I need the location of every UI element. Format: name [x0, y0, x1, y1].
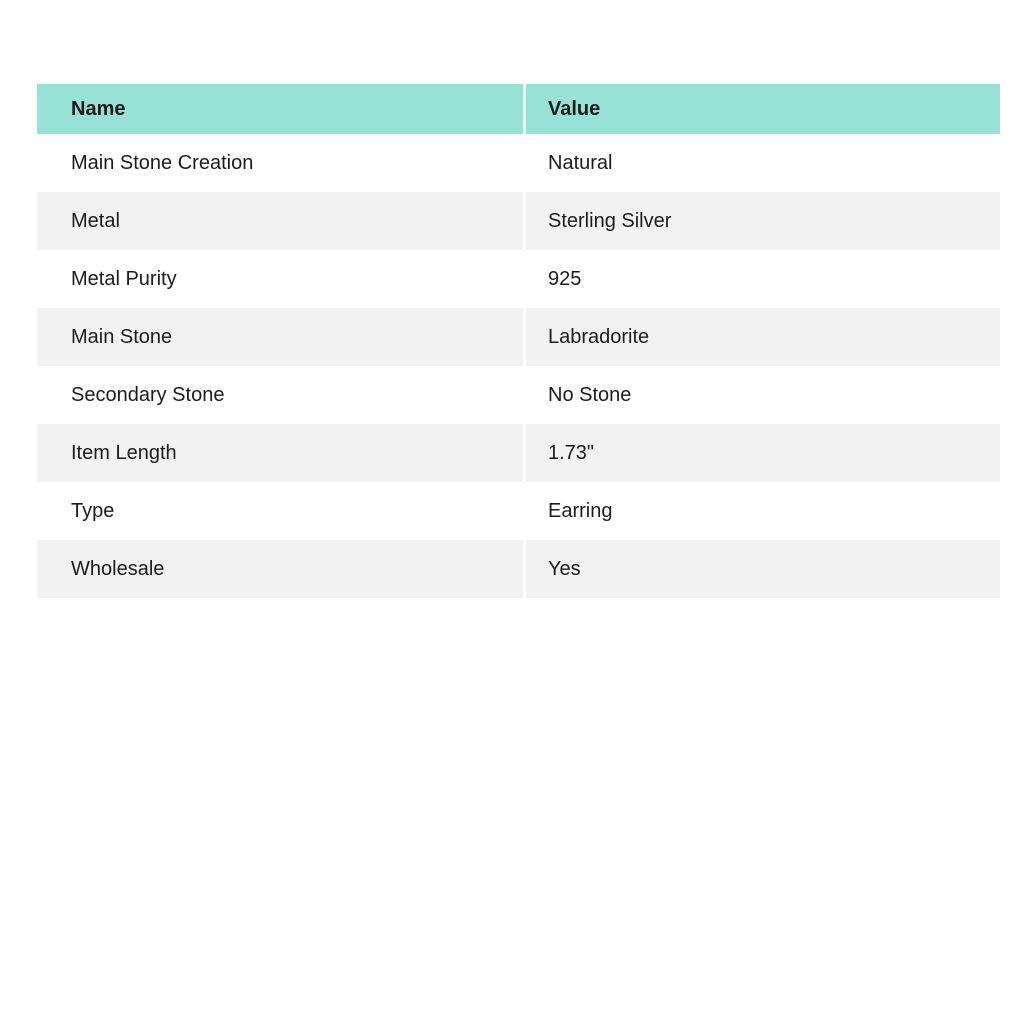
table-row: [37, 250, 1000, 308]
attribute-value: 1.73": [548, 441, 595, 464]
attribute-value-cell: [523, 192, 1000, 250]
attribute-value-cell: [523, 250, 1000, 308]
attribute-name: Main Stone Creation: [71, 151, 254, 174]
attribute-value: Earring: [548, 499, 613, 522]
attribute-name: Type: [71, 499, 115, 522]
attribute-name-cell: [37, 134, 523, 192]
attribute-name-cell: [37, 482, 523, 540]
table-body: [37, 134, 1000, 598]
attribute-name-cell: [37, 308, 523, 366]
attribute-value: No Stone: [548, 383, 632, 406]
table-row: [37, 192, 1000, 250]
attribute-value-cell: [523, 424, 1000, 482]
attribute-value: 925: [548, 267, 582, 290]
attribute-name-cell: [37, 192, 523, 250]
column-header-name-label: Name: [71, 97, 126, 120]
attribute-value-cell: [523, 308, 1000, 366]
attribute-name: Item Length: [71, 441, 177, 464]
table-row: [37, 424, 1000, 482]
column-header-value-label: Value: [548, 97, 601, 120]
attribute-value-cell: [523, 134, 1000, 192]
attribute-name: Wholesale: [71, 557, 165, 580]
attribute-value-cell: [523, 366, 1000, 424]
attribute-name: Secondary Stone: [71, 383, 225, 406]
attribute-value: Yes: [548, 557, 581, 580]
attribute-value: Labradorite: [548, 325, 650, 348]
attribute-name: Metal Purity: [71, 267, 177, 290]
table-row: [37, 366, 1000, 424]
attribute-name: Metal: [71, 209, 120, 232]
product-spec-table: [37, 84, 1000, 598]
column-header-value: [523, 84, 1000, 134]
table-row: [37, 134, 1000, 192]
table-row: [37, 482, 1000, 540]
attribute-value-cell: [523, 482, 1000, 540]
attribute-name-cell: [37, 540, 523, 598]
table-header-row: [37, 84, 1000, 134]
attribute-name-cell: [37, 424, 523, 482]
attribute-value: Natural: [548, 151, 613, 174]
attribute-name-cell: [37, 366, 523, 424]
attribute-name-cell: [37, 250, 523, 308]
column-header-name: [37, 84, 523, 134]
attribute-value-cell: [523, 540, 1000, 598]
attribute-value: Sterling Silver: [548, 209, 672, 232]
table-row: [37, 540, 1000, 598]
attribute-name: Main Stone: [71, 325, 173, 348]
table-row: [37, 308, 1000, 366]
